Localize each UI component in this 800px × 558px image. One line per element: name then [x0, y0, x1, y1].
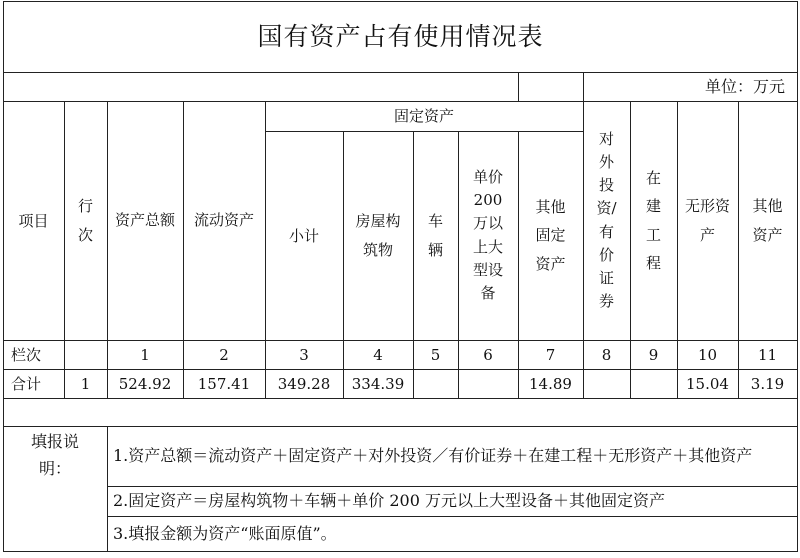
header-external-investment: 对外投资/有价证券 — [596, 129, 617, 311]
note-item: 1.资产总额＝流动资产＋固定资产＋对外投资／有价证券＋在建工程＋无形资产＋其他资产 — [113, 446, 753, 466]
total-cell: 524.92 — [118, 374, 172, 393]
header-other-fixed: 其他固定资产 — [535, 197, 566, 273]
col-index-cell: 7 — [545, 345, 556, 364]
total-cell — [413, 369, 458, 398]
unit-label: 单位：万元 — [704, 76, 785, 96]
header-row-no: 行次 — [77, 197, 93, 244]
total-cell: 157.41 — [197, 374, 251, 393]
col-index-cell: 5 — [430, 345, 441, 364]
header-item: 项目 — [18, 211, 49, 230]
table-title: 国有资产占有使用情况表 — [257, 21, 544, 51]
col-index-cell: 2 — [219, 345, 229, 364]
header-large-equipment: 单价200万以上大型设备 — [472, 167, 503, 302]
col-index-cell: 9 — [648, 345, 659, 364]
header-total-assets: 资产总额 — [115, 211, 176, 230]
total-row-label: 合计 — [11, 374, 42, 393]
col-index-label: 栏次 — [11, 345, 42, 364]
col-index-cell: 11 — [757, 345, 778, 364]
header-fixed-assets-group: 固定资产 — [393, 107, 454, 125]
note-item: 2.固定资产＝房屋构筑物＋车辆＋单价 200 万元以上大型设备＋其他固定资产 — [113, 491, 665, 511]
total-cell — [458, 369, 518, 398]
note-item: 3.填报金额为资产“账面原值”。 — [113, 523, 337, 543]
total-cell: 3.19 — [750, 374, 785, 393]
header-intangible: 无形资产 — [685, 197, 731, 244]
total-cell — [630, 369, 677, 398]
col-index-cell: 8 — [601, 345, 612, 364]
col-index-cell: 6 — [483, 345, 493, 364]
header-buildings: 房屋构筑物 — [355, 212, 401, 259]
header-other-assets: 其他资产 — [752, 197, 783, 244]
grid-line — [3, 551, 798, 552]
col-index-cell: 1 — [140, 345, 150, 364]
total-cell: 15.04 — [686, 374, 729, 393]
total-cell: 334.39 — [351, 374, 405, 393]
header-current-assets: 流动资产 — [193, 211, 254, 230]
notes-label: 填报说明： — [30, 431, 79, 478]
col-index-cell — [64, 340, 107, 369]
grid-line — [518, 72, 519, 101]
col-index-cell: 3 — [299, 345, 309, 364]
header-construction: 在建工程 — [645, 168, 661, 272]
total-cell — [583, 369, 630, 398]
grid-line — [3, 398, 798, 399]
col-index-cell: 4 — [373, 345, 383, 364]
total-cell: 1 — [80, 374, 91, 393]
header-vehicles: 车辆 — [427, 212, 443, 259]
total-cell: 349.28 — [277, 374, 331, 393]
total-cell: 14.89 — [529, 374, 572, 393]
col-index-cell: 10 — [697, 345, 718, 364]
header-subtotal: 小计 — [288, 226, 319, 245]
grid-line — [797, 1, 798, 551]
